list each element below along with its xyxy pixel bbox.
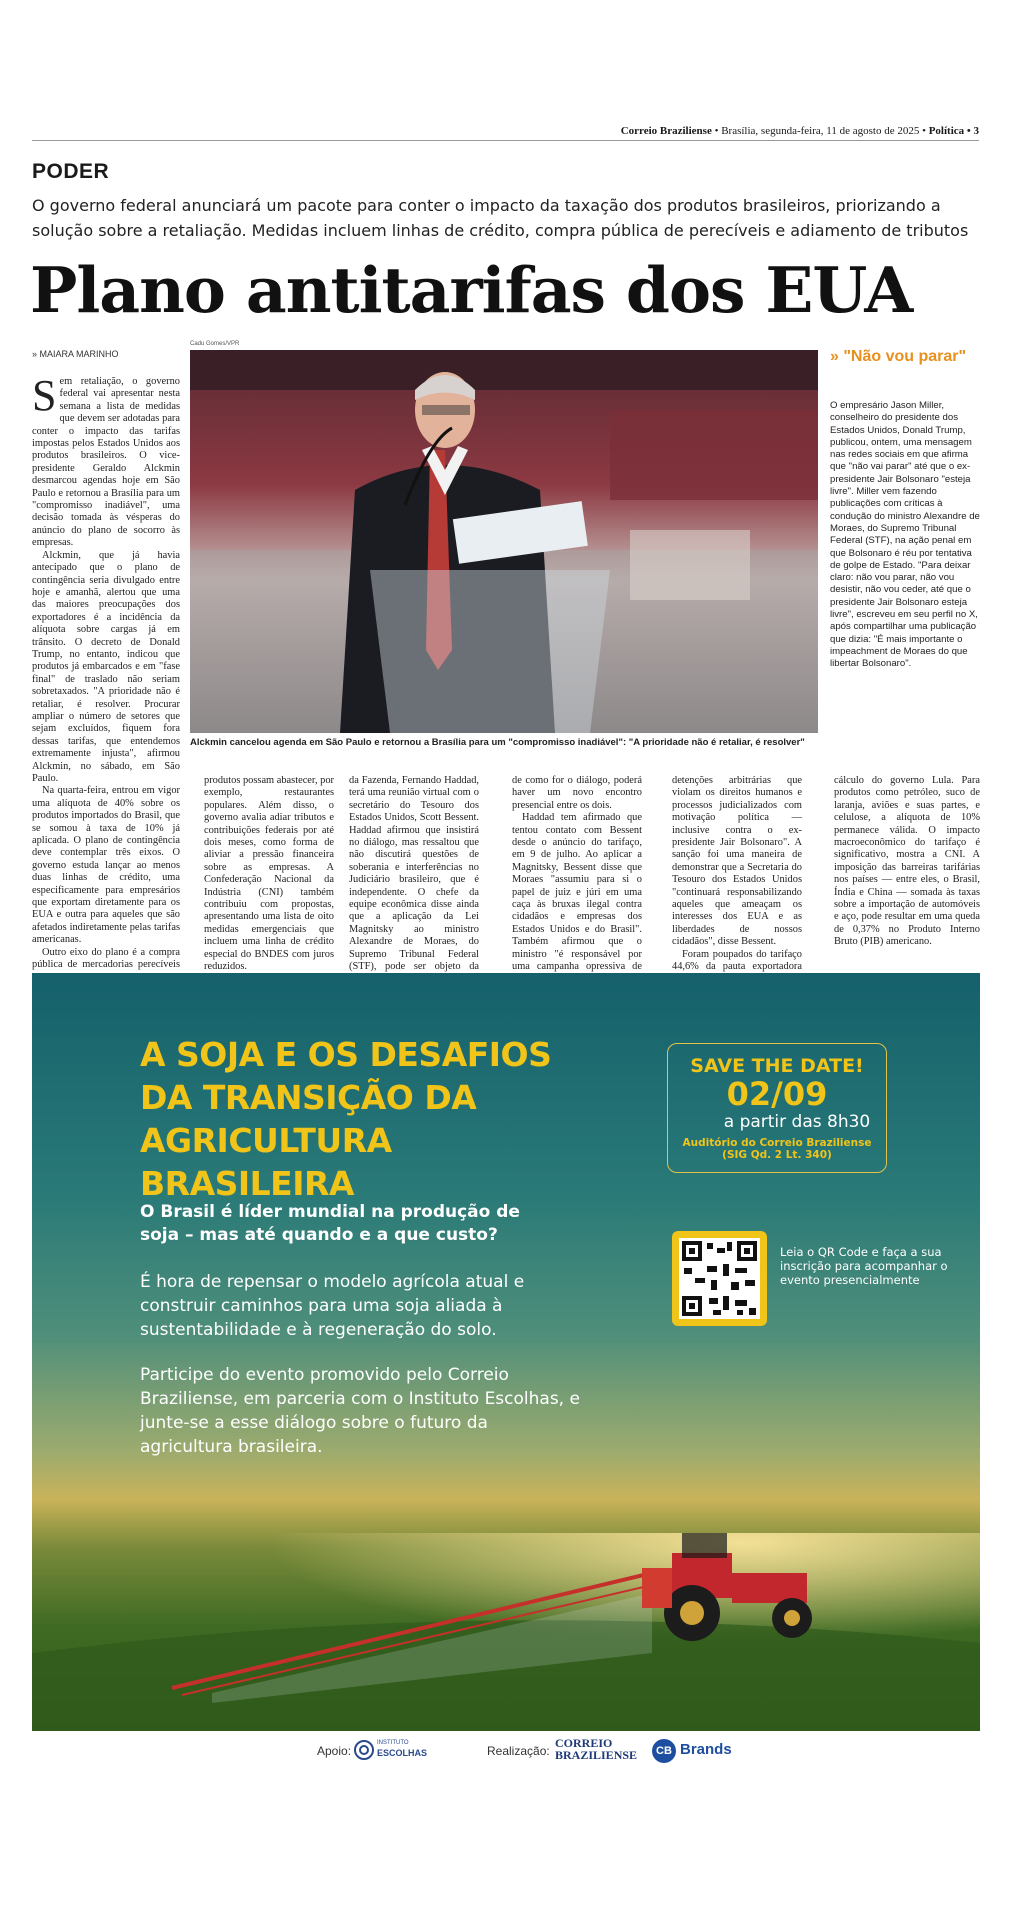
section-label: PODER [32, 160, 110, 183]
drop-cap: S [32, 371, 57, 420]
logo-line: CORREIO [555, 1736, 613, 1750]
article-column-5 [672, 775, 802, 998]
realizacao-label: Realização: [487, 1744, 550, 1758]
article-column-1 [32, 371, 180, 984]
tractor-field-illustration [32, 1533, 980, 1733]
paragraph: Outro eixo do plano é a compra pública de mercadorias perecíveis [32, 946, 180, 971]
event-venue [668, 1137, 886, 1161]
ad-body: É hora de repensar o modelo agrícola atual e construir caminhos para uma soja aliada à sustentabilidade e à regeneração do solo. [140, 1272, 525, 1340]
escolhas-logo-text: ESCOLHAS [377, 1748, 428, 1758]
qr-code-icon [679, 1238, 760, 1319]
article-column-6 [834, 775, 980, 949]
photo-caption: Alckmin cancelou agenda em São Paulo e retornou a Brasília para um "compromisso inadiável": "A prioridade não é retaliar, é resolver" [190, 737, 805, 748]
paragraph: detenções arbitrárias que violam os direitos humanos e processos judicializados com motivação política — inclusive contra o ex-presidente Jair Bolsonaro". A sanção foi uma maneira de demonstrar que a Secretaria do Tesouro dos Estados Unidos "continuará responsabilizando aqueles que ameaçam os interesses dos EUA e as liberdades de nossos cidadãos", disse Bessent. [672, 775, 802, 948]
logo-line: BRAZILIENSE [555, 1748, 638, 1762]
alckmin-podium-photo [190, 350, 818, 733]
ad-title-line: DA TRANSIÇÃO DA [140, 1078, 477, 1117]
ad-body-2: Participe do evento promovido pelo Correio Braziliense, em parceria com o Instituto Escolhas, e junte-se a esse diálogo sobre o futuro da agricultura brasileira. [140, 1365, 580, 1457]
event-advertisement[interactable] [32, 973, 980, 1771]
cb-brands-logo-text: Brands [680, 1741, 732, 1758]
apoio-label: Apoio: [317, 1744, 352, 1758]
ad-title-line: A SOJA E OS DESAFIOS [140, 1035, 552, 1074]
newspaper-name: Correio Braziliense [620, 125, 712, 137]
correio-braziliense-logo [555, 1737, 637, 1761]
escolhas-logo [354, 1737, 374, 1766]
paragraph: cálculo do governo Lula. Para produtos como petróleo, suco de laranja, aviões e suas partes, e celulose, a alíquota de 10% permanece válida. O impacto macroeconômico do tarifaço é significativo, mostra a CNI. A imposição das barreiras tarifárias nos países — entre eles, o Brasil, Índia e China — somada às taxas sobre a importação de automóveis e aço, pode resultar em uma queda de 0,37% no Produto Interno Bruto (PIB) americano. [834, 775, 980, 948]
article-subhead: O governo federal anunciará um pacote para conter o impacto da taxação dos produtos brasileiros, priorizando a solução sobre a retaliação. Medidas incluem linhas de crédito, compra pública de perecíveis e adiamento de tributos [32, 196, 969, 240]
article-headline: Plano antitarifas dos EUA [30, 253, 913, 327]
byline: » MAIARA MARINHO [32, 349, 119, 359]
sidebar-text: O empresário Jason Miller, conselheiro do presidente dos Estados Unidos, Donald Trump, publicou, ontem, uma mensagem nas redes sociais em que afirma que "não vai parar" até que o ex-presidente Jair Bolsonaro "esteja livre". Miller vem fazendo publicações com críticas à condução do ministro Alexandre de Moraes, do Supremo Tribunal Federal (STF), na ação penal em que Bolsonaro é réu por tentativa de golpe de Estado. "Para deixar claro: não vou parar, não vou desistir, não vou ceder, até que o presidente Jair Bolsonaro esteja livre", escreveu em seu perfil no X, após compartilhar uma publicação que dizia: "É mais importante o impeachment de Moraes do que libertar Bolsonaro". [830, 400, 980, 670]
ad-title-line: AGRICULTURA BRASILEIRA [140, 1121, 392, 1203]
dateline: • Brasília, segunda-feira, 11 de agosto de 2025 • [714, 125, 926, 137]
save-the-date-box [667, 1043, 887, 1173]
paragraph: produtos possam abastecer, por exemplo, restaurantes populares. Além disso, o governo avalia adiar tributos e contribuições federais por até dois meses, como forma de aliviar a pressão financeira sobre as empresas. A Confederação Nacional da Indústria (CNI) também contribuiu com propostas, apresentando uma lista de oito medidas emergenciais que incluem uma linha de crédito especial do BNDES com juros reduzidos. [204, 775, 335, 973]
paragraph-text: em retaliação, o governo federal vai apresentar nesta semana a lista de medidas que devem ser adotadas para conter o impacto das tarifas impostas pelos Estados Unidos aos produtos brasileiros. O vice-presidente Geraldo Alckmin desmarcou agendas hoje em São Paulo e retornou a Brasília para um "compromisso inadiável", uma decisão tomada às vésperas do anúncio do plano de socorro às empresas. [32, 376, 180, 549]
paragraph: Alckmin, que já havia antecipado que o plano de contingência seria divulgado entre hoje e amanhã, alertou que uma das maiores preocupações dos exportadores é a incidência da alíquota sobre cargas já em trânsito. O decreto de Donald Trump, no entanto, indicou que produtos já embarcados e em "fase final" de traslado não seriam sobretaxados. "A prioridade não é retaliar, é resolver. Procurar ampliar o número de setores que sejam excluídos, fiquem fora dessas tarifas, que entendemos extremamente injusta", afirmou Alckmin, no sábado, em São Paulo. [32, 549, 180, 784]
paragraph: da Fazenda, Fernando Haddad, terá uma reunião virtual com o secretário do Tesouro dos Estados Unidos, Scott Bessent. Haddad afirmou que insistirá no diálogo, mas ressaltou que não discutirá questões de soberania e interferências no Judiciário brasileiro, que é independente. O chefe da equipe econômica disse ainda que a aplicação da Lei Magnitsky ao ministro Alexandre de Moraes, do Supremo Tribunal Federal (STF), pode ser objeto da [349, 775, 479, 973]
paragraph: de como for o diálogo, poderá haver um novo encontro presencial entre os dois. [512, 775, 642, 811]
escolhas-logo-text-small: INSTITUTO [377, 1740, 409, 1746]
article-photo [190, 350, 818, 733]
event-date: 02/09 [726, 1075, 828, 1113]
ad-title [140, 1033, 600, 1205]
article-column-4 [512, 775, 642, 986]
paragraph: Haddad tem afirmado que tentou contato com Bessent desde o anúncio do tarifaço, em 9 de julho. Ao aplicar a Magnitsky, Bessent disse que Moraes "assumiu para si o papel de juiz e júri em uma caça às bruxas ilegal contra cidadãos e empresas dos Estados Unidos e do Brasil". Também afirmou que o ministro "é responsável por uma campanha opressiva de [512, 812, 642, 973]
venue-address: (SIG Qd. 2 Lt. 340) [722, 1149, 832, 1161]
article-column-3 [349, 775, 479, 986]
qr-instructions: Leia o QR Code e faça a sua inscrição para acompanhar o evento presencialmente [780, 1245, 948, 1287]
qr-code[interactable] [672, 1231, 767, 1326]
ad-lead: O Brasil é líder mundial na produção de soja – mas até quando e a que custo? [140, 1202, 520, 1245]
page-header [32, 125, 979, 141]
ad-footer [32, 1731, 980, 1771]
event-time: a partir das 8h30 [723, 1112, 871, 1132]
save-the-date-label: SAVE THE DATE! [690, 1055, 864, 1077]
venue-line: Auditório do Correio Braziliense [682, 1137, 872, 1149]
sidebar-title: » "Não vou parar" [830, 348, 967, 365]
paragraph: Foram poupados do tarifaço 44,6% da pauta exportadora [672, 948, 802, 973]
cb-brands-logo-icon: CB [652, 1739, 676, 1763]
photo-credit: Cadu Gomes/VPR [190, 341, 240, 347]
paragraph: Na quarta-feira, entrou em vigor uma alíquota de 40% sobre os produtos importados do Brasil, que se somou à taxa de 10% já aplicada. O plano de contingência deve contemplar três eixos. O governo estuda lançar ao menos duas linhas de crédito, uma especificamente para empresários que exportam diretamente para os EUA e outra para aqueles que são afetados indiretamente pelas tarifas americanas. [32, 785, 180, 946]
article-column-2 [204, 775, 334, 998]
section-page: Política • 3 [928, 125, 979, 137]
paragraph [32, 371, 180, 550]
escolhas-logo-icon [354, 1737, 374, 1763]
